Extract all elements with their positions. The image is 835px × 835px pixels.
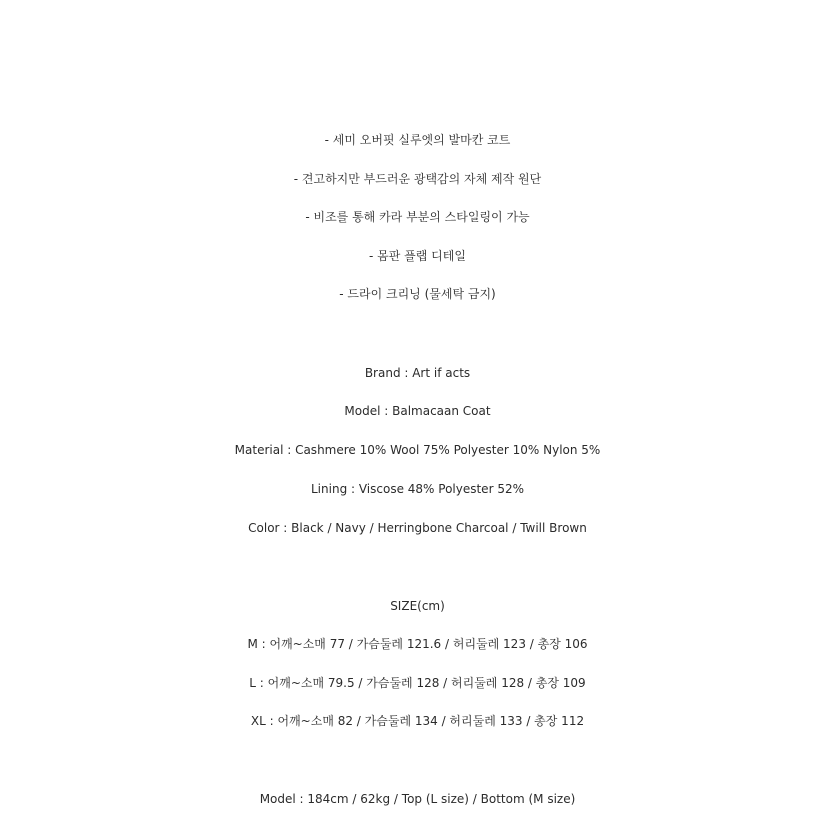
spec-model: Model : Balmacaan Coat	[344, 404, 491, 418]
size-row-xl: XL : 어깨~소매 82 / 가슴둘레 134 / 허리둘레 133 / 총장 112	[250, 714, 585, 728]
feature-line: - 비조를 통해 카라 부분의 스타일링이 가능	[305, 210, 530, 224]
feature-line: - 드라이 크리닝 (물세탁 금지)	[339, 287, 496, 301]
feature-line: - 몸판 플랩 디테일	[369, 249, 466, 263]
model-info: Model : 184cm / 62kg / Top (L size) / Bottom (M size)	[259, 792, 576, 806]
spec-color: Color : Black / Navy / Herringbone Charcoal / Twill Brown	[248, 521, 587, 535]
spec-brand: Brand : Art if acts	[364, 366, 471, 380]
spec-lining: Lining : Viscose 48% Polyester 52%	[311, 482, 524, 496]
feature-line: - 견고하지만 부드러운 광택감의 자체 제작 원단	[293, 172, 542, 186]
size-row-l: L : 어깨~소매 79.5 / 가슴둘레 128 / 허리둘레 128 / 총장 109	[249, 676, 586, 690]
size-row-m: M : 어깨~소매 77 / 가슴둘레 121.6 / 허리둘레 123 / 총장 106	[247, 637, 588, 651]
size-title: SIZE(cm)	[390, 599, 445, 613]
spec-material: Material : Cashmere 10% Wool 75% Polyester 10% Nylon 5%	[234, 443, 601, 457]
feature-line: - 세미 오버핏 실루엣의 발마칸 코트	[324, 133, 511, 147]
